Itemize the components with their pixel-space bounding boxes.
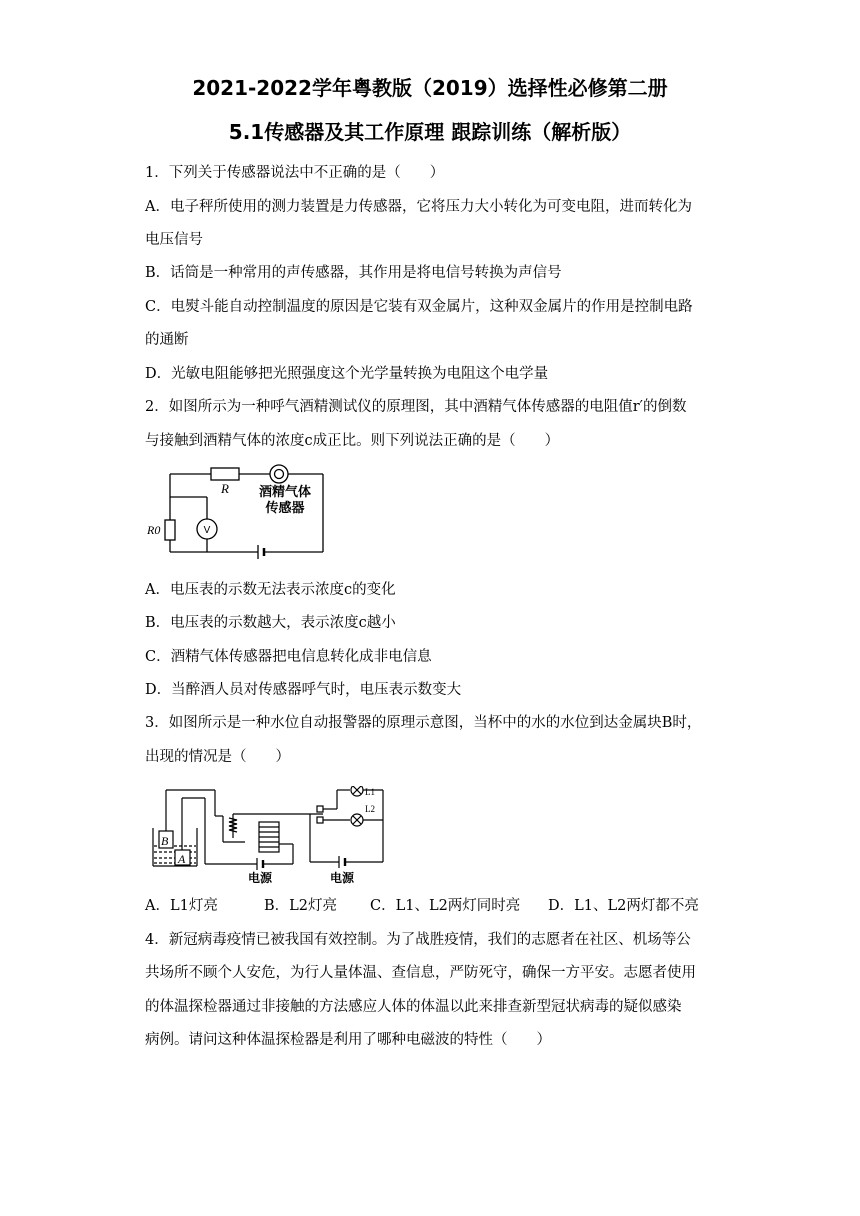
q1-option-b: B．话筒是一种常用的声传感器，其作用是将电信号转换为声信号 (145, 265, 562, 281)
q1-option-d: D．光敏电阻能够把光照强度这个光学量转换为电阻这个电学量 (145, 366, 549, 382)
label-block-b: B (161, 834, 169, 848)
q2-option-a: A．电压表的示数无法表示浓度c的变化 (145, 582, 396, 598)
q2-stem-cont: 与接触到酒精气体的浓度c成正比。则下列说法正确的是（ ） (145, 433, 560, 449)
q1-option-c-cont: 的通断 (145, 332, 189, 348)
q3-stem-cont: 出现的情况是（ ） (145, 749, 290, 765)
label-lamp-l1: L1 (365, 787, 375, 797)
label-resistor-r: R (221, 481, 229, 496)
q4-stem-cont1: 共场所不顾个人安危，为行人量体温、查信息，严防死守，确保一方平安。志愿者使用 (145, 965, 696, 981)
label-power-left: 电源 (247, 871, 273, 885)
breathalyzer-circuit-diagram (145, 462, 330, 567)
q3-stem: 3．如图所示是一种水位自动报警器的原理示意图，当杯中的水的水位到达金属块B时， (145, 715, 702, 731)
label-resistor-r0: R0 (147, 523, 161, 537)
doc-title-line2: 5.1传感器及其工作原理 跟踪训练（解析版） (228, 120, 632, 144)
q3-option-a: A．L1灯亮 (145, 898, 218, 914)
label-sensor-line2: 传感器 (265, 501, 305, 516)
q4-stem-cont3: 病例。请问这种体温探检器是利用了哪种电磁波的特性（ ） (145, 1032, 551, 1048)
q1-option-c: C．电熨斗能自动控制温度的原因是它装有双金属片，这种双金属片的作用是控制电路 (145, 299, 693, 315)
q3-option-b: B．L2灯亮 (264, 898, 338, 914)
q1-stem: 1．下列关于传感器说法中不正确的是（ ） (145, 165, 445, 181)
label-lamp-l2: L2 (365, 804, 375, 814)
q1-option-a: A．电子秤所使用的测力装置是力传感器，它将压力大小转化为可变电阻，进而转化为 (145, 199, 692, 215)
q4-stem: 4．新冠病毒疫情已被我国有效控制。为了战胜疫情，我们的志愿者在社区、机场等公 (145, 932, 691, 948)
q2-option-b: B．电压表的示数越大，表示浓度c越小 (145, 615, 396, 631)
q3-option-c: C．L1、L2两灯同时亮 (370, 898, 521, 914)
q3-option-d: D．L1、L2两灯都不亮 (548, 898, 699, 914)
q4-stem-cont2: 的体温探检器通过非接触的方法感应人体的体温以此来排查新型冠状病毒的疑似感染 (145, 999, 682, 1015)
water-level-alarm-diagram (145, 786, 390, 886)
q1-option-a-cont: 电压信号 (145, 232, 203, 248)
q2-option-d: D．当醉酒人员对传感器呼气时，电压表示数变大 (145, 682, 462, 698)
doc-title-line1: 2021-2022学年粤教版（2019）选择性必修第二册 (192, 76, 668, 100)
label-power-right: 电源 (329, 871, 355, 885)
q2-option-c: C．酒精气体传感器把电信息转化成非电信息 (145, 649, 432, 665)
label-block-a: A (178, 852, 186, 866)
label-sensor-line1: 酒精气体 (258, 485, 312, 500)
voltmeter-icon: V (203, 525, 211, 536)
q2-stem: 2．如图所示为一种呼气酒精测试仪的原理图，其中酒精气体传感器的电阻值r′的倒数 (145, 399, 687, 415)
